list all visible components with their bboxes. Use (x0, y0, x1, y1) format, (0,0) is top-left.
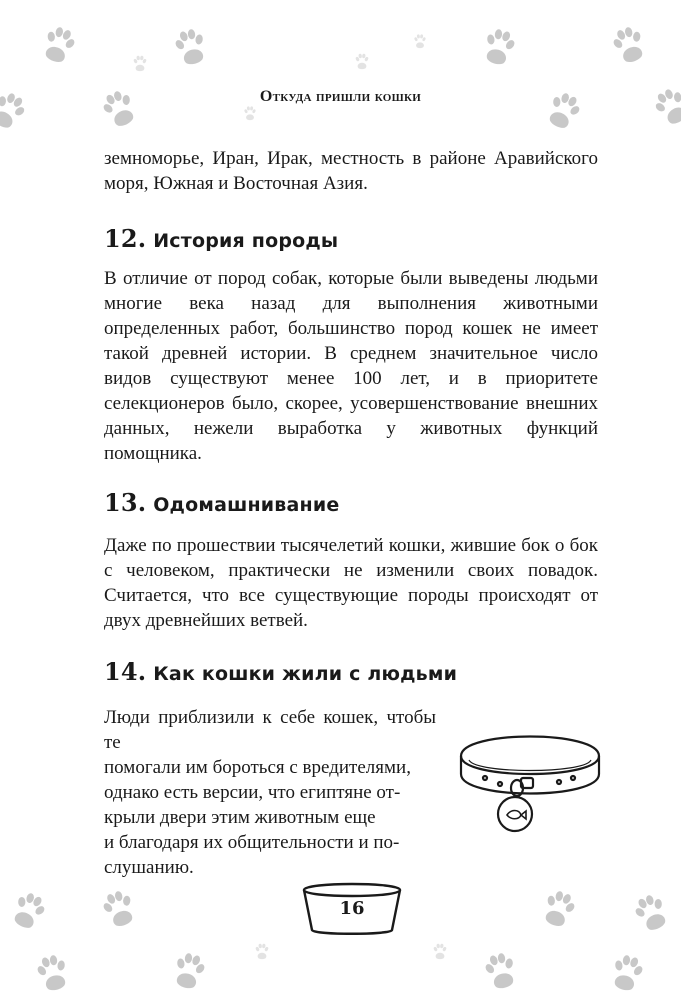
section-13-text: Даже по прошествии тысячелетий кошки, жившие бок о бок с человеком, практически не изменили своих повадок. Считается, что все существующие породы происходят от двух древнейших ветвей. (104, 535, 598, 631)
paw-print-icon (39, 23, 80, 66)
section-number: 13. (104, 488, 147, 517)
paw-print-icon (433, 943, 447, 959)
paw-print-icon (539, 887, 580, 930)
intro-paragraph: земноморье, Иран, Ирак, местность в районе Аравийского моря, Южная и Восточная Азия. (104, 148, 598, 194)
page-number: 16 (339, 898, 365, 919)
section-heading-14 (104, 657, 457, 686)
paw-print-icon (244, 106, 256, 120)
paw-print-icon (171, 26, 210, 67)
paw-print-icon (609, 23, 650, 66)
paw-print-icon (355, 53, 369, 69)
paw-print-icon (99, 887, 140, 930)
paw-print-icon (33, 952, 72, 993)
running-head: Откуда пришли кошки (259, 88, 422, 105)
paw-print-icon (255, 943, 269, 959)
section-number: 14. (104, 657, 147, 686)
paw-print-icon (133, 55, 147, 71)
paw-print-icon (170, 950, 209, 991)
paw-print-icon (608, 952, 647, 993)
paw-print-icon (630, 890, 673, 934)
paw-print-icon (414, 34, 426, 48)
cat-collar-icon (455, 708, 605, 848)
text-line: однако есть версии, что египтяне от- (104, 782, 401, 803)
section-12-text: В отличие от пород собак, которые были выведены людьми многие века назад для выполнения животными определенных работ, большинство пород кошек не имеет такой древней истории. В среднем значительное число видов существуют менее 100 лет, и в приоритете селекционеров было, скорее, усовершенствование внешних данных, нежели выработка у животных функций помощника. (104, 268, 598, 464)
section-heading-13 (104, 488, 339, 517)
paw-print-icon (480, 26, 519, 67)
section-title: История породы (153, 230, 339, 252)
text-line: помогали им бороться с вредителями, (104, 757, 411, 778)
section-heading-12 (104, 224, 338, 253)
paw-print-icon (481, 950, 520, 991)
section-title: Как кошки жили с людьми (153, 663, 458, 685)
section-14-text (104, 705, 436, 880)
text-line: Люди приблизили к себе кошек, чтобы те (104, 707, 436, 753)
section-number: 12. (104, 224, 147, 253)
text-line: и благодаря их общительности и по- (104, 832, 400, 853)
paw-print-icon (8, 888, 51, 932)
section-title: Одомашнивание (153, 494, 340, 516)
text-line: крыли двери этим животным еще (104, 807, 376, 828)
text-line: слушанию. (104, 857, 194, 878)
